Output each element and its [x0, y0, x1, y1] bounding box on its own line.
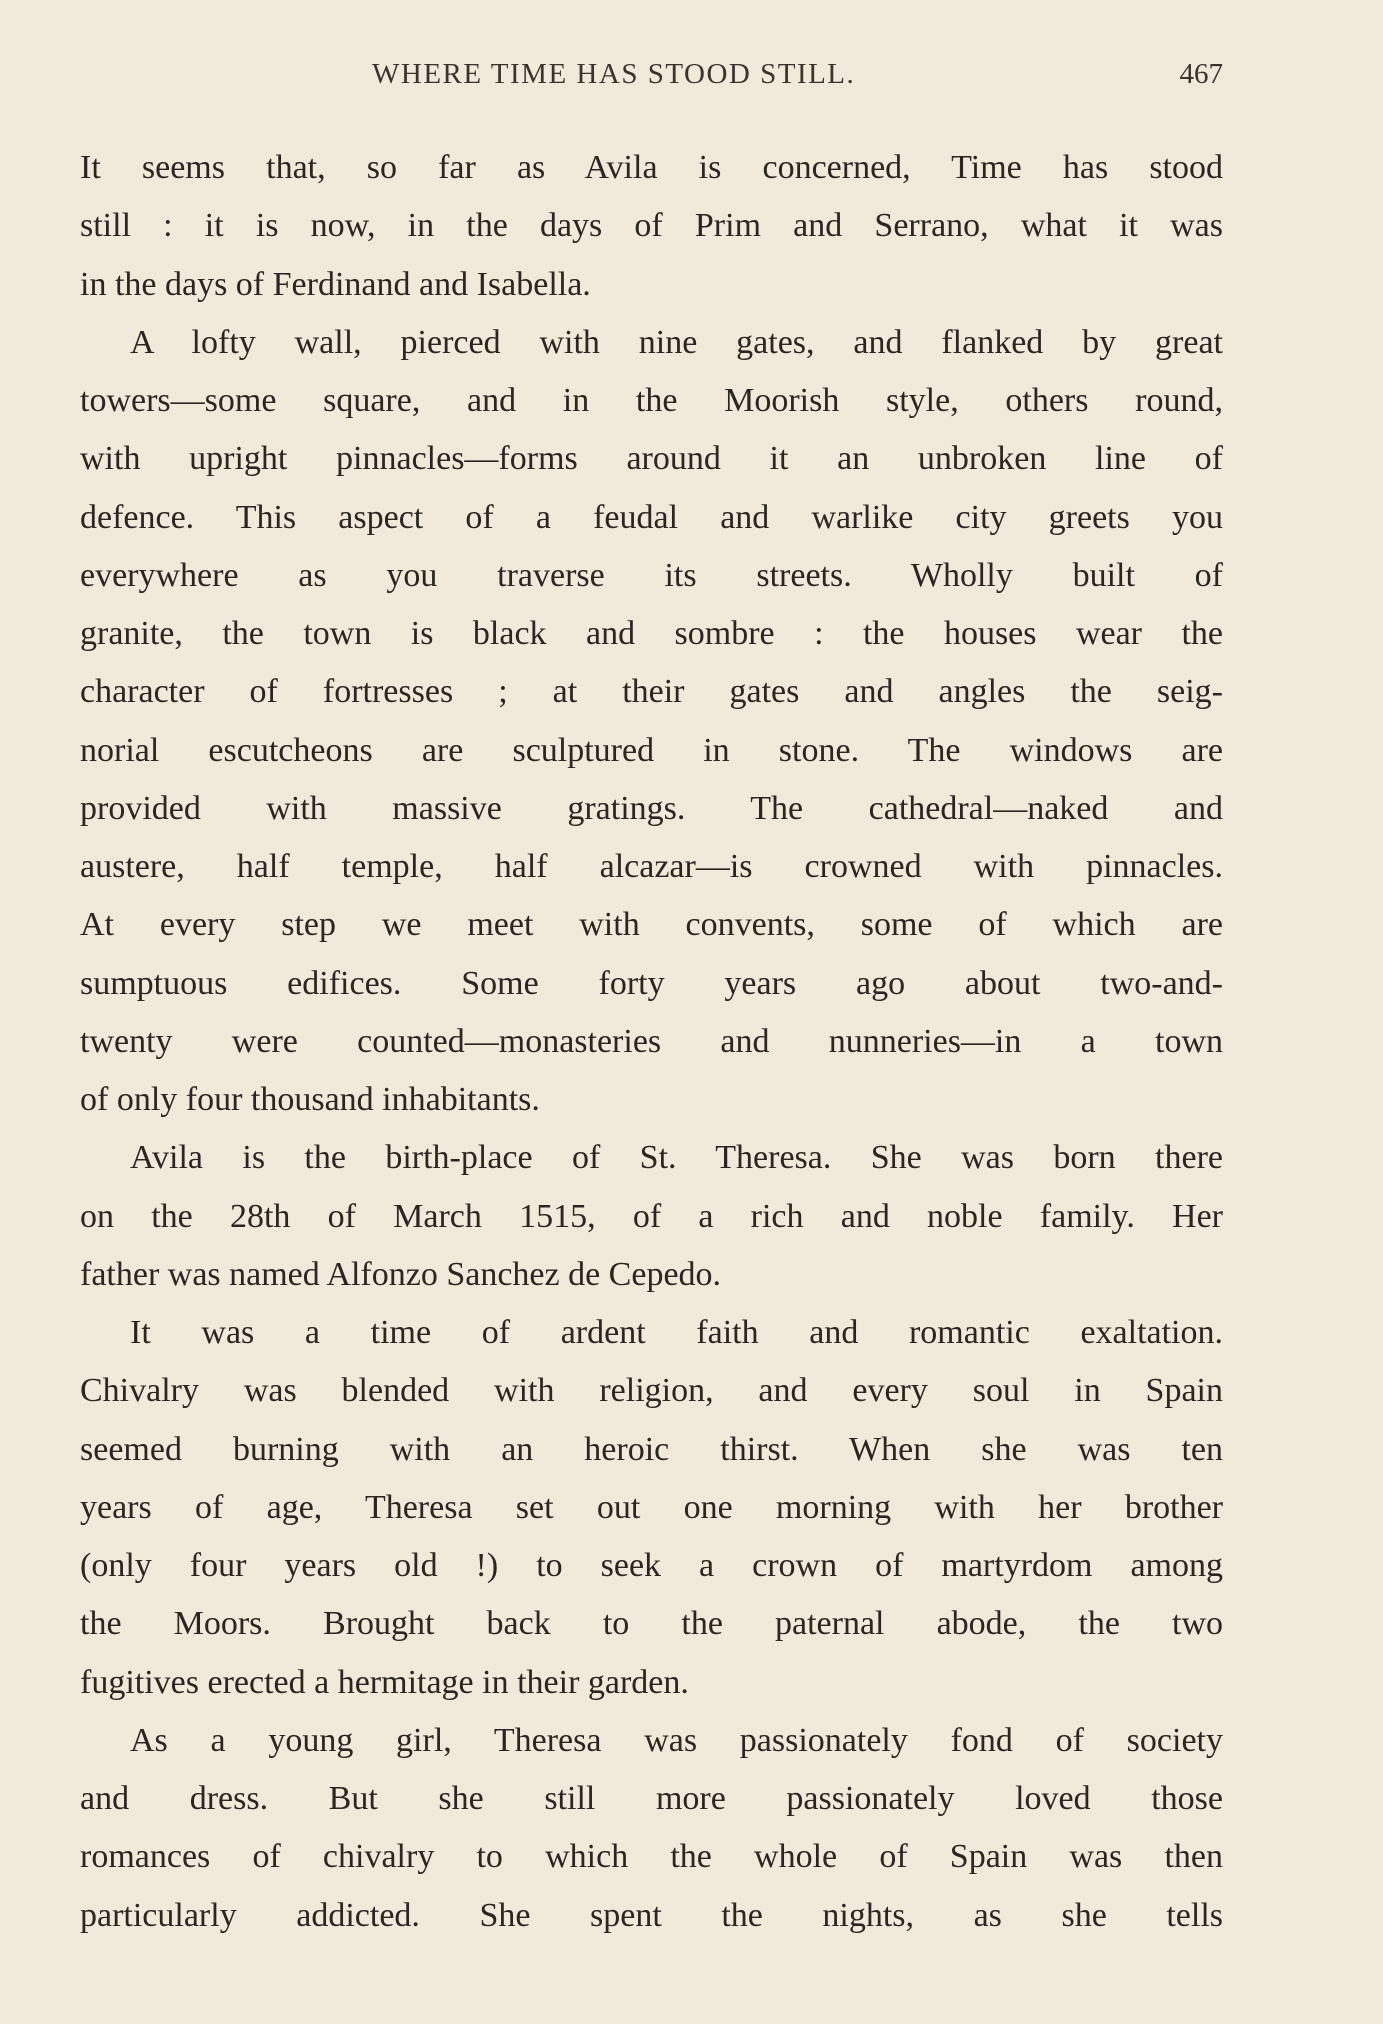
- text-line: of only four thousand inhabitants.: [80, 1081, 540, 1118]
- text-line: and dress. But she still more passionately loved those: [80, 1780, 1223, 1817]
- text-line: norial escutcheons are sculptured in stone. The windows are: [80, 731, 1223, 769]
- text-line: As a young girl, Theresa was passionately fond of society: [130, 1721, 1223, 1759]
- text-line: twenty were counted—monasteries and nunneries—in a town: [80, 1022, 1223, 1060]
- text-line: At every step we meet with convents, some of which are: [80, 906, 1223, 944]
- text-line: granite, the town is black and sombre : the houses wear the: [80, 615, 1223, 652]
- text-line: towers—some square, and in the Moorish style, others round,: [80, 382, 1223, 419]
- text-line: A lofty wall, pierced with nine gates, and flanked by great: [130, 323, 1223, 361]
- text-line: sumptuous edifices. Some forty years ago about two-and-: [80, 964, 1223, 1002]
- body-text: [80, 139, 1223, 1945]
- text-line: still : it is now, in the days of Prim and Serrano, what it was: [80, 207, 1223, 245]
- text-line: defence. This aspect of a feudal and warlike city greets you: [80, 498, 1223, 536]
- text-line: particularly addicted. She spent the nights, as she tells: [80, 1896, 1223, 1934]
- page-number: 467: [1179, 58, 1223, 90]
- text-line: Chivalry was blended with religion, and every soul in Spain: [80, 1372, 1223, 1410]
- text-line: provided with massive gratings. The cathedral—naked and: [80, 789, 1223, 827]
- text-line: romances of chivalry to which the whole of Spain was then: [80, 1838, 1223, 1876]
- text-line: on the 28th of March 1515, of a rich and noble family. Her: [80, 1197, 1223, 1235]
- text-line: It was a time of ardent faith and romantic exaltation.: [130, 1314, 1223, 1351]
- text-line: fugitives erected a hermitage in their garden.: [80, 1663, 689, 1701]
- text-line: everywhere as you traverse its streets. Wholly built of: [80, 556, 1223, 594]
- running-head: WHERE TIME HAS STOOD STILL.: [372, 58, 856, 90]
- text-line: with upright pinnacles—forms around it an unbroken line of: [80, 440, 1223, 478]
- text-line: It seems that, so far as Avila is concerned, Time has stood: [80, 149, 1223, 186]
- text-line: Avila is the birth-place of St. Theresa. She was born there: [130, 1139, 1223, 1177]
- text-line: character of fortresses ; at their gates and angles the seig-: [80, 673, 1223, 711]
- text-line: austere, half temple, half alcazar—is crowned with pinnacles.: [80, 848, 1223, 885]
- text-line: father was named Alfonzo Sanchez de Cepedo.: [80, 1255, 722, 1293]
- text-line: the Moors. Brought back to the paternal abode, the two: [80, 1605, 1223, 1643]
- text-line: seemed burning with an heroic thirst. When she was ten: [80, 1430, 1223, 1468]
- text-line: in the days of Ferdinand and Isabella.: [80, 265, 591, 303]
- text-line: years of age, Theresa set out one morning with her brother: [80, 1488, 1223, 1526]
- text-line: (only four years old !) to seek a crown of martyrdom among: [80, 1547, 1223, 1584]
